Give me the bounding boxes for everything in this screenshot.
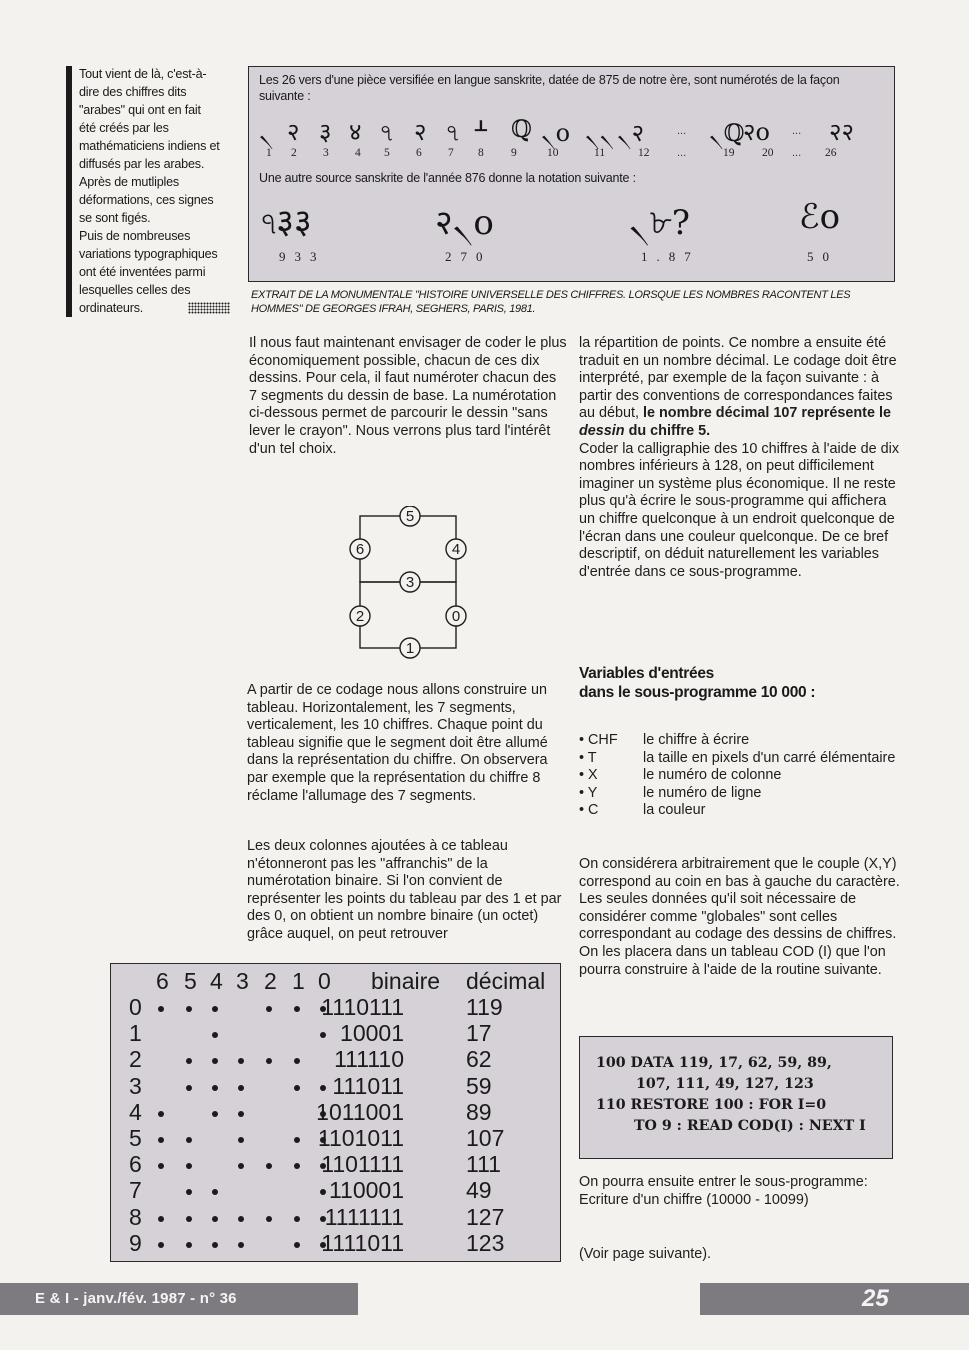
segment-dot bbox=[212, 1006, 218, 1012]
segment-dot bbox=[266, 1006, 272, 1012]
sanskrit-number: 4 bbox=[355, 147, 361, 159]
table-decimal: 119 bbox=[466, 994, 503, 1020]
segment-dot bbox=[294, 1058, 300, 1064]
table-header-cell: 5 bbox=[184, 968, 197, 994]
sanskrit-numerals-figure bbox=[248, 66, 895, 282]
table-binary: 110001 bbox=[328, 1177, 404, 1204]
ellipsis: ... bbox=[677, 147, 687, 159]
variable-name: • C bbox=[579, 802, 599, 819]
table-header-cell: décimal bbox=[466, 968, 546, 994]
sanskrit-glyph: ৲ℚ bbox=[709, 119, 745, 147]
figure-second-text: Une autre source sanskrite de l'année 876 donne la notation suivante : bbox=[259, 171, 636, 185]
sidebar-rule bbox=[66, 66, 72, 317]
figure-intro-text: Les 26 vers d'une pièce versifiée en langue sanskrite, datée de 875 de notre ère, sont numérotés de la façon suivante : bbox=[259, 73, 840, 103]
sanskrit-glyph: २२ bbox=[829, 118, 854, 146]
table-decimal: 89 bbox=[466, 1098, 492, 1125]
variable-description: la couleur bbox=[643, 802, 706, 819]
variable-name: • CHF bbox=[579, 732, 618, 748]
sidebar-line: se sont figés. bbox=[79, 211, 151, 225]
sidebar-dot-pattern bbox=[188, 302, 230, 314]
body-paragraph-1: Il nous faut maintenant envisager de coder le plus économiquement possible, chacun de ces dix dessins. Pour cela, il faut numéroter chacun des 7 segments du dessin de base. La numérotation ci-dessous permet de parcourir le dessin "sans lever le crayon". Nous verrons plus tard l'intérêt d'un tel choix. bbox=[249, 335, 567, 457]
table-digit: 3 bbox=[129, 1072, 142, 1099]
sidebar-line: ordinateurs. bbox=[79, 301, 144, 315]
table-header-cell: 6 bbox=[156, 968, 169, 994]
body-paragraph-5: On considérera arbitrairement que le couple (X,Y) correspond au coin en bas à gauche du caractère. Les seules données qu'il soit nécessaire de considérer comme "globales" sont celles correspondant au codage des dessins de chiffres. On les placera dans un tableau COD (I) que l'on pourra construire à l'aide de la routine suivante. bbox=[579, 856, 900, 978]
sidebar-line: Après de mutliples bbox=[79, 175, 179, 189]
sidebar-line: "arabes" qui ont en fait bbox=[79, 103, 201, 117]
table-decimal: 49 bbox=[466, 1177, 492, 1204]
segment-dot bbox=[320, 1085, 326, 1091]
ellipsis: ... bbox=[677, 125, 687, 137]
segment-dot bbox=[294, 1242, 300, 1248]
table-digit: 7 bbox=[129, 1177, 142, 1204]
svg-text:5: 5 bbox=[405, 508, 415, 525]
segment-dot bbox=[320, 1189, 326, 1195]
figure-caption: EXTRAIT DE LA MONUMENTALE "HISTOIRE UNIVERSELLE DES CHIFFRES. LORSQUE LES NOMBRES RACONTENT LES HOMMES" DE GEORGES IFRAH, SEGHERS, PARIS, 1981. bbox=[251, 289, 851, 315]
table-header-cell: 0 bbox=[318, 968, 331, 994]
segment-dot bbox=[212, 1085, 218, 1091]
section-heading: Variables d'entrées dans le sous-programme 10 000 : bbox=[579, 665, 816, 701]
sanskrit-big-number: 1.87 bbox=[641, 249, 700, 264]
segment-dot bbox=[294, 1006, 300, 1012]
svg-text:1: 1 bbox=[405, 640, 415, 657]
segment-dot bbox=[186, 1006, 192, 1012]
code-line: 100 DATA 119, 17, 62, 59, 89, bbox=[596, 1055, 832, 1071]
table-binary: 1110111 bbox=[321, 994, 404, 1020]
segment-dot bbox=[266, 1216, 272, 1222]
table-decimal: 59 bbox=[466, 1072, 492, 1099]
segment-dot bbox=[294, 1163, 300, 1169]
table-digit: 2 bbox=[129, 1046, 142, 1073]
sidebar-line: dire des chiffres dits bbox=[79, 85, 187, 99]
sidebar-line: variations typographiques bbox=[79, 247, 218, 261]
footer-page-band bbox=[700, 1283, 969, 1315]
variable-name: • Y bbox=[579, 784, 598, 801]
sanskrit-glyph: ৭ bbox=[445, 119, 461, 147]
segment-dot bbox=[238, 1111, 244, 1117]
code-line: 107, 111, 49, 127, 123 bbox=[636, 1076, 814, 1092]
segment-dot bbox=[294, 1137, 300, 1143]
sanskrit-glyph: २o bbox=[743, 118, 770, 146]
ellipsis: ... bbox=[792, 147, 802, 159]
variable-name: • X bbox=[579, 767, 598, 784]
basic-code-listing bbox=[579, 1036, 893, 1159]
segment-dot bbox=[186, 1163, 192, 1169]
segment-dot bbox=[212, 1189, 218, 1195]
variable-description: le numéro de ligne bbox=[643, 784, 762, 801]
sanskrit-glyph: ৲৲ bbox=[585, 119, 615, 147]
table-decimal: 62 bbox=[466, 1046, 492, 1073]
sanskrit-number: 3 bbox=[323, 147, 329, 159]
sidebar-line: ont été inventées parmi bbox=[79, 265, 206, 279]
sanskrit-big-glyph: ঀ३३ bbox=[261, 202, 312, 242]
segment-label-4 bbox=[446, 539, 466, 559]
segment-dot bbox=[186, 1216, 192, 1222]
segment-dot bbox=[212, 1242, 218, 1248]
sanskrit-glyph: ᚆ bbox=[475, 115, 487, 143]
variables-list bbox=[579, 732, 899, 820]
table-header-cell: 1 bbox=[292, 968, 305, 994]
page-number: 25 bbox=[862, 1285, 889, 1312]
segment-label-6 bbox=[350, 539, 370, 559]
svg-text:4: 4 bbox=[451, 541, 461, 558]
svg-text:3: 3 bbox=[405, 574, 415, 591]
code-line: 110 RESTORE 100 : FOR I=0 bbox=[596, 1097, 827, 1113]
table-digit: 8 bbox=[129, 1203, 142, 1230]
sidebar-line: déformations, ces signes bbox=[79, 193, 214, 207]
segment-label-5 bbox=[400, 506, 420, 526]
table-header-cell: 2 bbox=[264, 968, 277, 994]
segment-dot bbox=[186, 1189, 192, 1195]
table-digit: 6 bbox=[129, 1151, 142, 1178]
footer-issue-band bbox=[0, 1283, 358, 1315]
segment-dot bbox=[320, 1032, 326, 1038]
table-binary: 10001 bbox=[340, 1020, 404, 1047]
table-binary: 111110 bbox=[334, 1046, 404, 1073]
sanskrit-glyph: ৲२ bbox=[617, 119, 645, 147]
segment-dot bbox=[238, 1163, 244, 1169]
sidebar-note bbox=[79, 65, 234, 317]
segment-dot bbox=[158, 1006, 164, 1012]
code-line: TO 9 : READ COD(I) : NEXT I bbox=[634, 1118, 866, 1134]
segment-dot bbox=[212, 1111, 218, 1117]
segment-dot bbox=[266, 1163, 272, 1169]
body-paragraph-4: la répartition de points. Ce nombre a ensuite été traduit en un nombre décimal. Le codage doit être interprété, par exemple de la façon suivante : à partir des conventions de correspondances faites au début, le nombre décimal 107 représente le dessin du chiffre 5. Coder la calligraphie des 10 chiffres à l'aide de dix nombres inférieurs à 128, on peut difficilement imaginer un système plus économique. Il ne reste plus qu'à écrire le sous-programme qui affichera un chiffre quelconque à un endroit quelconque de l'écran dans une couleur quelconque. De ce bref descriptif, on déduit naturellement les variables d'entrée dans ce sous-programme. bbox=[579, 335, 900, 580]
sanskrit-glyph: ३ bbox=[319, 118, 332, 146]
variable-item bbox=[579, 767, 899, 785]
table-binary: 111011 bbox=[332, 1072, 404, 1099]
sanskrit-glyph: ৭ bbox=[379, 119, 395, 147]
variable-item bbox=[579, 750, 899, 768]
table-binary: 1101011 bbox=[317, 1125, 404, 1151]
segment-dot bbox=[212, 1216, 218, 1222]
sanskrit-number: 1 bbox=[266, 147, 272, 159]
variable-name: • T bbox=[579, 749, 597, 766]
table-decimal: 123 bbox=[466, 1229, 505, 1256]
segment-dot bbox=[294, 1085, 300, 1091]
segment-dot bbox=[158, 1111, 164, 1117]
sanskrit-number: 20 bbox=[762, 147, 774, 159]
sidebar-line: diffusés par les arabes. bbox=[79, 157, 205, 171]
sidebar-line: Tout vient de là, c'est-à- bbox=[79, 67, 207, 81]
segment-label-0 bbox=[446, 606, 466, 626]
segment-dot bbox=[186, 1085, 192, 1091]
svg-text:6: 6 bbox=[355, 541, 365, 558]
sanskrit-number: 7 bbox=[448, 147, 454, 159]
table-digit: 0 bbox=[129, 994, 142, 1020]
sanskrit-glyph: ℚ bbox=[511, 115, 532, 143]
sanskrit-glyph: २ bbox=[287, 118, 300, 146]
sidebar-line: mathématiciens indiens et bbox=[79, 139, 220, 153]
body-paragraph-3: Les deux colonnes ajoutées à ce tableau n'étonneront pas les "affranchis" de la numérotation binaire. Si l'on convient de représenter les points du tableau par des 1 et par des 0, on obtient un nombre binaire (un octet) grâce auquel, on peut retrouver bbox=[247, 838, 562, 942]
sanskrit-number: 2 bbox=[291, 147, 297, 159]
table-header-cell: 3 bbox=[236, 968, 249, 994]
body-paragraph-2: A partir de ce codage nous allons construire un tableau. Horizontalement, les 7 segments, verticalement, les 10 chiffres. Chaque point du tableau signifie que le segment doit être allumé dans la représentation du chiffre. On observera par exemple que la représentation du chiffre 8 réclame l'allumage des 7 segments. bbox=[247, 682, 548, 804]
table-decimal: 111 bbox=[466, 1151, 501, 1178]
sanskrit-number: 6 bbox=[416, 147, 422, 159]
sanskrit-number: 9 bbox=[511, 147, 517, 159]
segment-dot bbox=[158, 1137, 164, 1143]
sanskrit-number: 10 bbox=[547, 147, 559, 159]
sanskrit-glyph: ४ bbox=[349, 118, 362, 146]
sanskrit-number: 5 bbox=[384, 147, 390, 159]
segment-dot bbox=[238, 1085, 244, 1091]
sanskrit-glyph: ৲ bbox=[259, 119, 274, 147]
segment-dot bbox=[238, 1058, 244, 1064]
sanskrit-number: 12 bbox=[638, 147, 650, 159]
table-digit: 4 bbox=[129, 1098, 142, 1125]
table-binary: 1111111 bbox=[324, 1203, 404, 1230]
segment-label-2 bbox=[350, 606, 370, 626]
sanskrit-big-glyph: २৲o bbox=[435, 203, 494, 243]
sanskrit-glyph: ৲o bbox=[541, 119, 571, 147]
ellipsis: ... bbox=[792, 125, 802, 137]
sanskrit-number: 19 bbox=[723, 147, 735, 159]
variable-item bbox=[579, 732, 899, 750]
sanskrit-number: 26 bbox=[825, 147, 837, 159]
table-binary: 1011001 bbox=[316, 1098, 404, 1125]
sanskrit-big-number: 50 bbox=[807, 249, 838, 264]
sidebar-line: Puis de nombreuses bbox=[79, 229, 191, 243]
sidebar-line: lesquelles celles des bbox=[79, 283, 191, 297]
segment-label-3 bbox=[400, 572, 420, 592]
segment-dot bbox=[212, 1058, 218, 1064]
table-binary: 1101111 bbox=[321, 1151, 404, 1178]
table-binary: 1111011 bbox=[321, 1229, 404, 1256]
segment-dot bbox=[158, 1216, 164, 1222]
segment-dot bbox=[186, 1058, 192, 1064]
segment-dot bbox=[266, 1058, 272, 1064]
sanskrit-number: 8 bbox=[478, 147, 484, 159]
segment-dot bbox=[238, 1242, 244, 1248]
variable-description: la taille en pixels d'un carré élémentaire bbox=[643, 749, 896, 766]
table-decimal: 17 bbox=[466, 1020, 492, 1047]
variable-item bbox=[579, 785, 899, 803]
table-header-cell: 4 bbox=[210, 968, 223, 994]
table-decimal: 127 bbox=[466, 1203, 505, 1230]
variable-item bbox=[579, 802, 899, 820]
table-digit: 9 bbox=[129, 1229, 142, 1256]
footer-issue-text: E & I - janv./fév. 1987 - n° 36 bbox=[35, 1290, 237, 1307]
body-paragraph-7: (Voir page suivante). bbox=[579, 1246, 711, 1262]
segment-dot bbox=[238, 1216, 244, 1222]
table-digit: 1 bbox=[129, 1020, 142, 1047]
sidebar-line: été créés par les bbox=[79, 121, 169, 135]
segment-label-1 bbox=[400, 638, 420, 658]
table-decimal: 107 bbox=[466, 1125, 505, 1151]
body-paragraph-6: On pourra ensuite entrer le sous-programme: Ecriture d'un chiffre (10000 - 10099) bbox=[579, 1174, 868, 1208]
sanskrit-big-glyph: ৲৮? bbox=[629, 203, 691, 243]
segment-dot bbox=[158, 1163, 164, 1169]
variable-description: le numéro de colonne bbox=[643, 767, 782, 784]
variable-description: le chiffre à écrire bbox=[643, 732, 750, 748]
segment-dot bbox=[212, 1032, 218, 1038]
table-header-cell: binaire bbox=[371, 968, 441, 994]
segment-dot bbox=[186, 1242, 192, 1248]
svg-text:0: 0 bbox=[451, 608, 461, 625]
segment-dot bbox=[186, 1137, 192, 1143]
sanskrit-number: 11 bbox=[594, 147, 606, 159]
sanskrit-big-number: 933 bbox=[279, 249, 326, 264]
segment-dot bbox=[158, 1242, 164, 1248]
sanskrit-glyph: २ bbox=[414, 118, 427, 146]
segment-dot bbox=[238, 1137, 244, 1143]
svg-text:2: 2 bbox=[355, 608, 365, 625]
segment-dot bbox=[294, 1216, 300, 1222]
segment-coding-table bbox=[110, 963, 561, 1262]
table-digit: 5 bbox=[129, 1125, 142, 1151]
sanskrit-big-glyph: ℰo bbox=[799, 197, 841, 237]
seven-segment-diagram bbox=[346, 506, 472, 664]
sanskrit-big-number: 270 bbox=[445, 249, 492, 264]
